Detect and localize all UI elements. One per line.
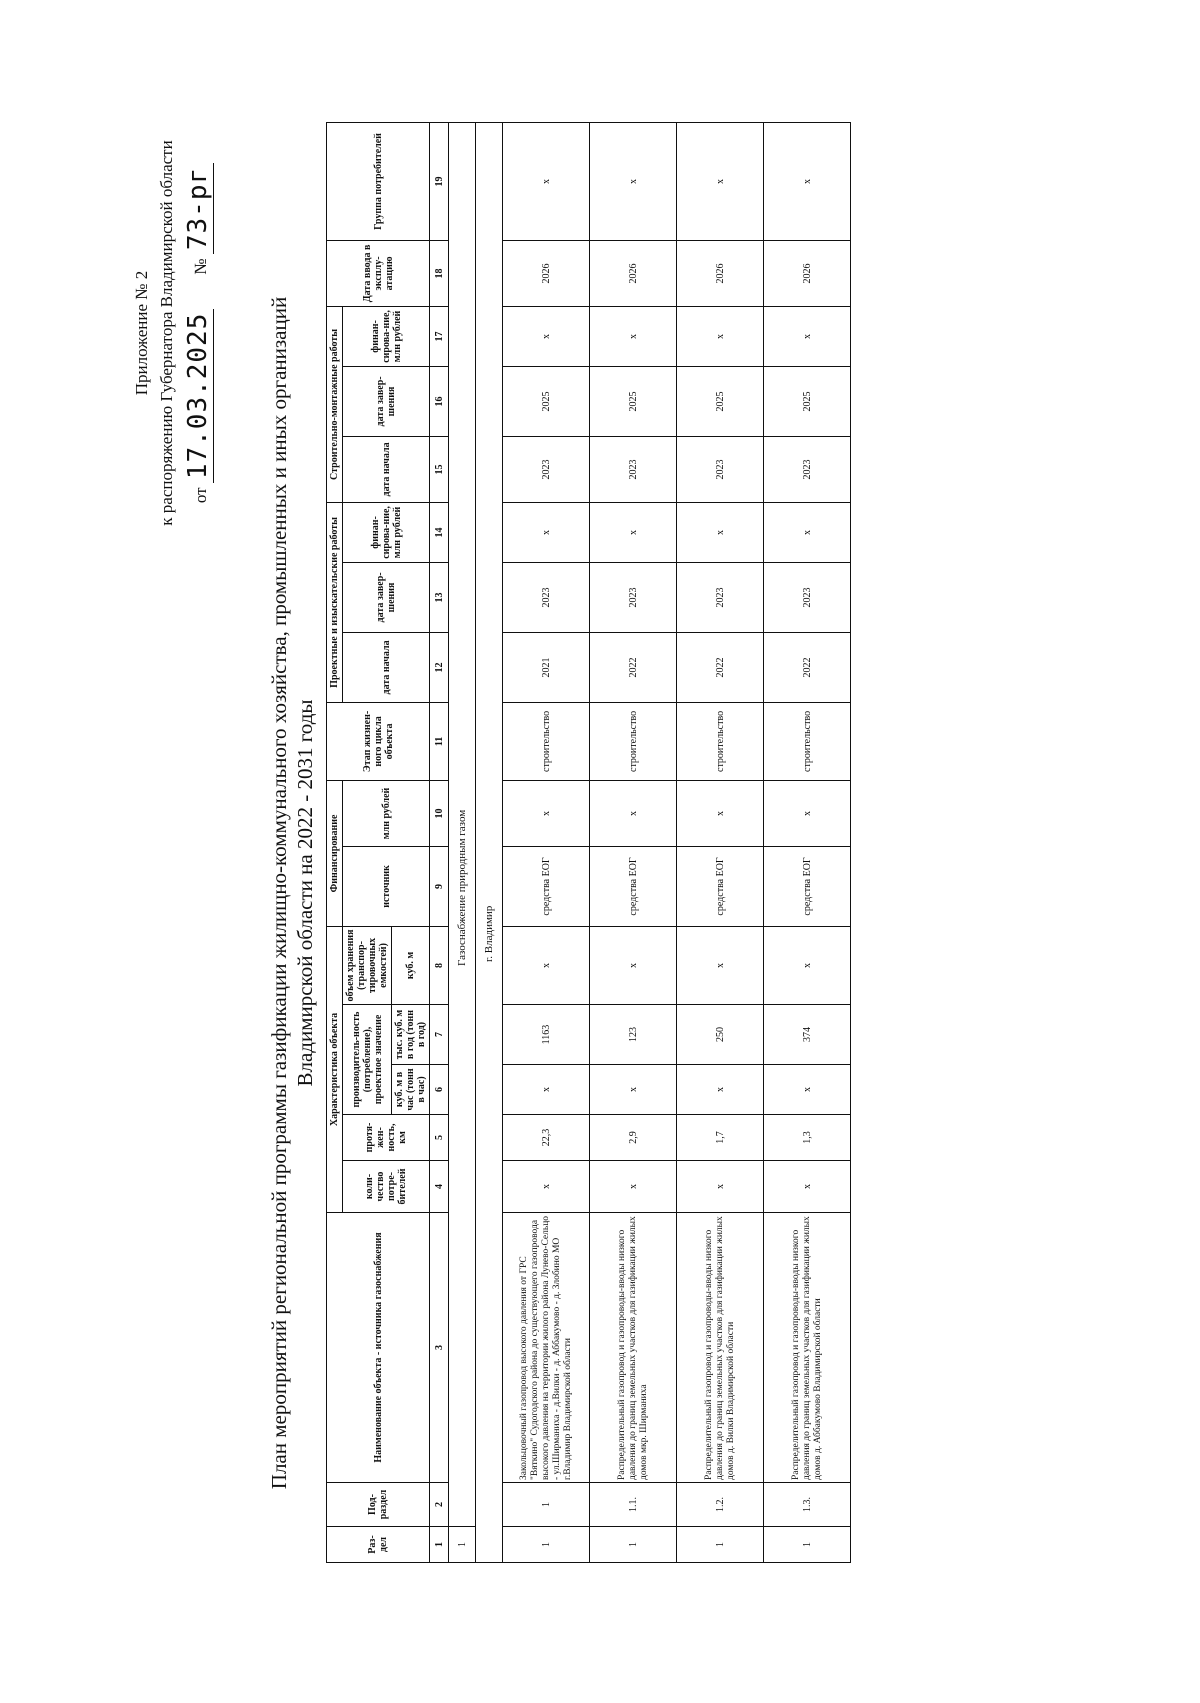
column-number: 19	[430, 122, 449, 240]
cell-prod-hour: x	[590, 1065, 677, 1115]
number-value: 73-рг	[183, 163, 214, 254]
col-characteristics: Характеристика объекта	[327, 926, 343, 1212]
table-row	[503, 122, 590, 1562]
cell-c-end: 2025	[764, 366, 851, 436]
column-number: 13	[430, 562, 449, 632]
column-number: 8	[430, 926, 449, 1004]
cell-commission: 2026	[764, 240, 851, 306]
col-storage-unit: куб. м	[392, 926, 430, 1004]
column-number: 3	[430, 1213, 449, 1483]
cell-prod-hour: x	[764, 1065, 851, 1115]
cell-mln: x	[677, 780, 764, 846]
col-design-end: дата завер-шения	[343, 562, 430, 632]
cell-stage: строительство	[677, 702, 764, 780]
cell-source: средства ЕОГ	[590, 846, 677, 926]
column-number: 1	[430, 1527, 449, 1563]
cell-d-start: 2022	[677, 632, 764, 702]
cell-razdel: 1	[503, 1527, 590, 1563]
table-row	[677, 122, 764, 1562]
column-number: 5	[430, 1115, 449, 1161]
col-mln: млн рублей	[343, 780, 430, 846]
col-lifecycle: Этап жизнен-ного цикла объекта	[327, 702, 430, 780]
plan-table	[326, 122, 851, 1563]
column-number: 6	[430, 1065, 449, 1115]
col-build-start: дата начала	[343, 436, 430, 502]
col-storage: объем хранения (транспор-тировочных емкостей)	[343, 926, 392, 1004]
cell-c-start: 2023	[503, 436, 590, 502]
col-construction: Строительно-монтажные работы	[327, 306, 343, 502]
table-row	[764, 122, 851, 1562]
cell-prod-hour: x	[503, 1065, 590, 1115]
cell-consumers: x	[590, 1161, 677, 1213]
cell-length: 2,9	[590, 1115, 677, 1161]
cell-source: средства ЕОГ	[503, 846, 590, 926]
cell-c-fin: x	[503, 306, 590, 366]
col-consumer-group: Группа потребителей	[327, 122, 430, 240]
cell-commission: 2026	[503, 240, 590, 306]
col-prod-year: тыс. куб. м в год (тонн в год)	[392, 1005, 430, 1065]
cell-c-end: 2025	[590, 366, 677, 436]
col-name: Наименование объекта - источника газоснабжения	[327, 1213, 430, 1483]
cell-consumers: x	[764, 1161, 851, 1213]
cell-d-end: 2023	[764, 562, 851, 632]
city-row	[476, 122, 503, 1562]
cell-mln: x	[764, 780, 851, 846]
cell-d-fin: x	[677, 502, 764, 562]
cell-d-start: 2022	[590, 632, 677, 702]
cell-stage: строительство	[503, 702, 590, 780]
cell-sub: 1.3.	[764, 1483, 851, 1527]
cell-prod-hour: x	[677, 1065, 764, 1115]
cell-d-start: 2021	[503, 632, 590, 702]
cell-consumers: x	[677, 1161, 764, 1213]
column-number: 2	[430, 1483, 449, 1527]
col-razdel: Раз-дел	[327, 1527, 430, 1563]
cell-razdel: 1	[764, 1527, 851, 1563]
cell-c-fin: x	[764, 306, 851, 366]
col-podrazdel: Под-раздел	[327, 1483, 430, 1527]
col-consumers: коли-чество потре-бителей	[343, 1161, 430, 1213]
col-length: протя-жен-ность, км	[343, 1115, 430, 1161]
cell-storage: x	[677, 926, 764, 1004]
cell-group: x	[764, 122, 851, 240]
cell-storage: x	[590, 926, 677, 1004]
cell-stage: строительство	[764, 702, 851, 780]
col-design: Проектные и изыскательские работы	[327, 502, 343, 702]
cell-name: Распределительный газопровод и газопроводы-вводы низкого давления до границ земельных участков для газификации жилых домов мкр. Ширманиха	[590, 1213, 677, 1483]
col-build-fin: финан-сирова-ние, млн рублей	[343, 306, 430, 366]
cell-length: 1,7	[677, 1115, 764, 1161]
column-number: 16	[430, 366, 449, 436]
cell-commission: 2026	[590, 240, 677, 306]
plan-title-line1: План мероприятий региональной программы газификации жилищно-коммунального хозяйства, промышленных и иных организаций	[267, 296, 291, 1490]
cell-stage: строительство	[590, 702, 677, 780]
column-number-row	[430, 122, 449, 1562]
cell-c-start: 2023	[590, 436, 677, 502]
cell-d-start: 2022	[764, 632, 851, 702]
cell-c-start: 2023	[677, 436, 764, 502]
date-prefix: от	[191, 487, 210, 504]
cell-mln: x	[590, 780, 677, 846]
cell-name: Распределительный газопровод и газопроводы-вводы низкого давления до границ земельных участков для газификации жилых домов д. Вилки Владимирской области	[677, 1213, 764, 1483]
cell-storage: x	[503, 926, 590, 1004]
cell-prod-year: 250	[677, 1005, 764, 1065]
cell-name: Распределительный газопровод и газопроводы-вводы низкого давления до границ земельных участков для газификации жилых домов д. Аббакумово Владимирской области	[764, 1213, 851, 1483]
col-commissioning: Дата ввода в эксплу-атацию	[327, 240, 430, 306]
column-number: 11	[430, 702, 449, 780]
column-number: 7	[430, 1005, 449, 1065]
column-number: 14	[430, 502, 449, 562]
col-source: источник	[343, 846, 430, 926]
plan-title	[266, 223, 318, 1563]
col-design-fin: финан-сирова-ние, млн рублей	[343, 502, 430, 562]
cell-d-fin: x	[764, 502, 851, 562]
column-number: 15	[430, 436, 449, 502]
cell-source: средства ЕОГ	[677, 846, 764, 926]
col-financing: Финансирование	[327, 780, 343, 926]
col-productivity: производитель-ность (потребление), проектное значение	[343, 1005, 392, 1115]
cell-razdel: 1	[677, 1527, 764, 1563]
appendix-subtitle: к распоряжению Губернатора Владимирской области	[157, 140, 176, 526]
cell-c-end: 2025	[503, 366, 590, 436]
cell-sub: 1	[503, 1483, 590, 1527]
column-number: 18	[430, 240, 449, 306]
cell-length: 1,3	[764, 1115, 851, 1161]
cell-group: x	[590, 122, 677, 240]
cell-prod-year: 123	[590, 1005, 677, 1065]
column-number: 4	[430, 1161, 449, 1213]
cell-c-fin: x	[590, 306, 677, 366]
cell-group: x	[503, 122, 590, 240]
appendix-title: Приложение № 2	[132, 270, 151, 396]
section-label: Газоснабжение природным газом	[449, 122, 476, 1526]
number-prefix: №	[191, 258, 210, 275]
cell-prod-year: 374	[764, 1005, 851, 1065]
section-row	[449, 122, 476, 1562]
cell-c-fin: x	[677, 306, 764, 366]
table-row	[590, 122, 677, 1562]
cell-length: 22,3	[503, 1115, 590, 1161]
appendix-date-line	[183, 123, 213, 543]
date-value: 17.03.2025	[183, 309, 214, 484]
header-row-1	[327, 122, 343, 1562]
cell-storage: x	[764, 926, 851, 1004]
cell-d-fin: x	[503, 502, 590, 562]
col-design-start: дата начала	[343, 632, 430, 702]
col-prod-hour: куб. м в час (тонн в час)	[392, 1065, 430, 1115]
cell-d-fin: x	[590, 502, 677, 562]
cell-c-end: 2025	[677, 366, 764, 436]
cell-prod-year: 1163	[503, 1005, 590, 1065]
cell-d-end: 2023	[590, 562, 677, 632]
column-number: 9	[430, 846, 449, 926]
cell-sub: 1.1.	[590, 1483, 677, 1527]
city-label: г. Владимир	[476, 122, 503, 1562]
column-number: 12	[430, 632, 449, 702]
cell-d-end: 2023	[503, 562, 590, 632]
plan-title-line2: Владимирской области на 2022 - 2031 годы	[293, 699, 317, 1087]
cell-mln: x	[503, 780, 590, 846]
cell-d-end: 2023	[677, 562, 764, 632]
cell-commission: 2026	[677, 240, 764, 306]
section-razdel: 1	[449, 1527, 476, 1563]
cell-sub: 1.2.	[677, 1483, 764, 1527]
cell-group: x	[677, 122, 764, 240]
cell-source: средства ЕОГ	[764, 846, 851, 926]
col-build-end: дата завер-шения	[343, 366, 430, 436]
cell-consumers: x	[503, 1161, 590, 1213]
cell-razdel: 1	[590, 1527, 677, 1563]
cell-c-start: 2023	[764, 436, 851, 502]
column-number: 17	[430, 306, 449, 366]
cell-name: Закольцовочный газопровод высокого давления от ГРС "Вяткино" Судогодского района до существующего газопровода высокого давления на территории жилого района Лунево-Сельцо - ул.Ширманиха - д.Вилки - д. Аббакумово - д. Злобино МО г.Владимир Владимирской области	[503, 1213, 590, 1483]
column-number: 10	[430, 780, 449, 846]
